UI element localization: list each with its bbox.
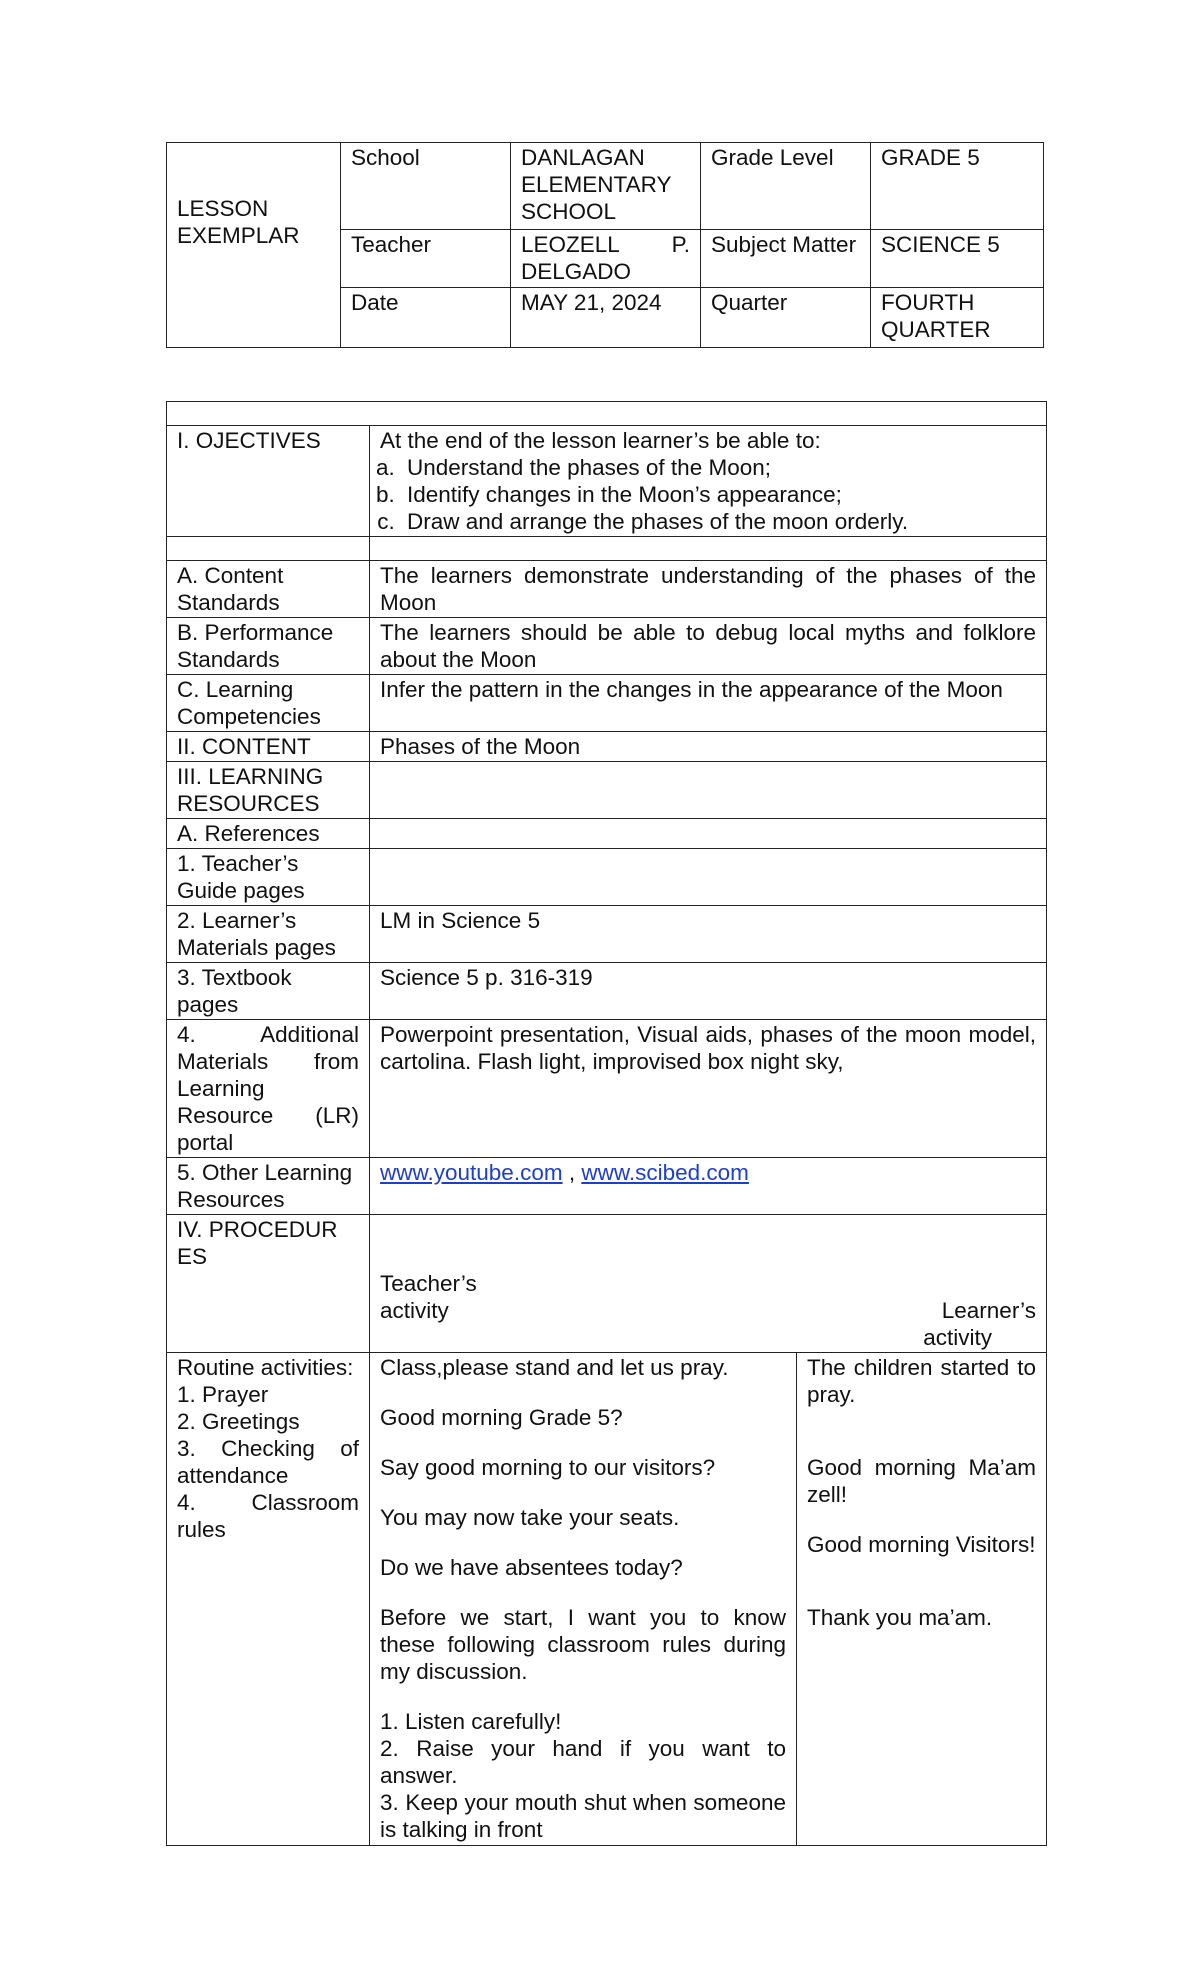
procedures-row bbox=[167, 1215, 1047, 1353]
learners-materials-row bbox=[167, 906, 1047, 963]
routine-label: Routine activities: bbox=[177, 1355, 354, 1380]
objective-item: b. Identify changes in the Moon’s appearance; bbox=[401, 481, 1036, 508]
additional-materials-value: Powerpoint presentation, Visual aids, phases of the moon model, cartolina. Flash light, improvised box night sky, bbox=[370, 1020, 1047, 1158]
routine-item: 4. Classroom rules bbox=[177, 1490, 359, 1542]
routine-row bbox=[167, 1353, 1047, 1846]
subject-label: Subject Matter bbox=[701, 230, 871, 288]
content-standards-label: A. Content Standards bbox=[167, 561, 370, 618]
routine-label-cell bbox=[167, 1353, 370, 1846]
references-row bbox=[167, 819, 1047, 849]
teachers-guide-label: 1. Teacher’s Guide pages bbox=[167, 849, 370, 906]
quarter-label: Quarter bbox=[701, 288, 871, 348]
routine-item: 1. Prayer bbox=[177, 1382, 269, 1407]
youtube-link[interactable]: www.youtube.com bbox=[380, 1160, 563, 1185]
learners-materials-label: 2. Learner’s Materials pages bbox=[167, 906, 370, 963]
teacher-line: Class,please stand and let us pray. bbox=[380, 1355, 729, 1380]
subject-value: SCIENCE 5 bbox=[871, 230, 1044, 288]
learner-line: Thank you ma’am. bbox=[807, 1605, 993, 1630]
teacher-value bbox=[511, 230, 701, 288]
routine-item: 3. Checking of attendance bbox=[177, 1436, 359, 1488]
content-standards-value: The learners demonstrate understanding of the phases of the Moon bbox=[370, 561, 1047, 618]
objective-item: a. Understand the phases of the Moon; bbox=[401, 454, 1036, 481]
other-resources-value bbox=[370, 1158, 1047, 1215]
grade-value: GRADE 5 bbox=[871, 143, 1044, 230]
objectives-row bbox=[167, 426, 1047, 537]
procedures-label: IV. PROCEDUR ES bbox=[167, 1215, 370, 1353]
grade-label: Grade Level bbox=[701, 143, 871, 230]
learner-line: The children started to pray. bbox=[807, 1355, 1036, 1407]
content-row bbox=[167, 732, 1047, 762]
scibed-link[interactable]: www.scibed.com bbox=[581, 1160, 749, 1185]
rule-item: 1. Listen carefully! bbox=[380, 1709, 562, 1734]
objectives-list bbox=[380, 454, 1036, 535]
performance-standards-row bbox=[167, 618, 1047, 675]
teacher-line: Do we have absentees today? bbox=[380, 1555, 683, 1580]
learner-line: Good morning Visitors! bbox=[807, 1532, 1036, 1557]
blank-row bbox=[167, 537, 1047, 561]
performance-standards-value: The learners should be able to debug local myths and folklore about the Moon bbox=[370, 618, 1047, 675]
teacher-activity-heading: Teacher’s activity Learner’s bbox=[380, 1271, 1036, 1323]
blank-top-row bbox=[167, 402, 1047, 426]
teacher-line: Say good morning to our visitors? bbox=[380, 1455, 716, 1480]
learner-line: Good morning Ma’am zell! bbox=[807, 1455, 1036, 1507]
other-resources-label: 5. Other Learning Resources bbox=[167, 1158, 370, 1215]
content-value: Phases of the Moon bbox=[370, 732, 1047, 762]
textbook-label: 3. Textbook pages bbox=[167, 963, 370, 1020]
additional-materials-label: 4. Additional Materials from Learning Resource (LR) portal bbox=[167, 1020, 370, 1158]
lesson-table bbox=[166, 401, 1047, 1846]
learner-activity-cell bbox=[797, 1353, 1047, 1846]
teacher-line: You may now take your seats. bbox=[380, 1505, 680, 1530]
teacher-first-name: LEOZELL bbox=[521, 232, 620, 257]
learner-activity-heading-1: Learner’s bbox=[941, 1298, 1036, 1323]
teacher-activity-cell bbox=[370, 1353, 797, 1846]
competencies-label: C. Learning Competencies bbox=[167, 675, 370, 732]
teacher-line: Good morning Grade 5? bbox=[380, 1405, 623, 1430]
teacher-middle-initial: P. bbox=[671, 232, 690, 257]
routine-item: 2. Greetings bbox=[177, 1409, 300, 1434]
objectives-cell bbox=[370, 426, 1047, 537]
teacher-line: Before we start, I want you to know these following classroom rules during my discussion. bbox=[380, 1605, 786, 1684]
objective-item: c. Draw and arrange the phases of the moon orderly. bbox=[401, 508, 1036, 535]
teacher-label: Teacher bbox=[341, 230, 511, 288]
objectives-label: I. OJECTIVES bbox=[167, 426, 370, 537]
content-label: II. CONTENT bbox=[167, 732, 370, 762]
school-value: DANLAGAN ELEMENTARY SCHOOL bbox=[511, 143, 701, 230]
learning-resources-label: III. LEARNING RESOURCES bbox=[167, 762, 370, 819]
learners-materials-value: LM in Science 5 bbox=[370, 906, 1047, 963]
textbook-row bbox=[167, 963, 1047, 1020]
learner-activity-heading-2: activity bbox=[923, 1325, 992, 1350]
rule-item: 3. Keep your mouth shut when someone is talking in front bbox=[380, 1790, 786, 1842]
teachers-guide-row bbox=[167, 849, 1047, 906]
learning-resources-row bbox=[167, 762, 1047, 819]
school-label: School bbox=[341, 143, 511, 230]
date-value: MAY 21, 2024 bbox=[511, 288, 701, 348]
procedures-cell bbox=[370, 1215, 1047, 1353]
objectives-intro: At the end of the lesson learner’s be able to: bbox=[380, 428, 821, 453]
references-label: A. References bbox=[167, 819, 370, 849]
competencies-value: Infer the pattern in the changes in the appearance of the Moon bbox=[370, 675, 1047, 732]
content-standards-row bbox=[167, 561, 1047, 618]
rule-item: 2. Raise your hand if you want to answer. bbox=[380, 1736, 786, 1788]
other-resources-row bbox=[167, 1158, 1047, 1215]
teacher-last-name: DELGADO bbox=[521, 259, 632, 284]
additional-materials-row bbox=[167, 1020, 1047, 1158]
performance-standards-label: B. Performance Standards bbox=[167, 618, 370, 675]
lesson-exemplar-title: LESSON EXEMPLAR bbox=[167, 143, 341, 348]
link-separator: , bbox=[562, 1160, 582, 1185]
header-table bbox=[166, 142, 1044, 348]
competencies-row bbox=[167, 675, 1047, 732]
quarter-value: FOURTH QUARTER bbox=[871, 288, 1044, 348]
date-label: Date bbox=[341, 288, 511, 348]
textbook-value: Science 5 p. 316-319 bbox=[370, 963, 1047, 1020]
